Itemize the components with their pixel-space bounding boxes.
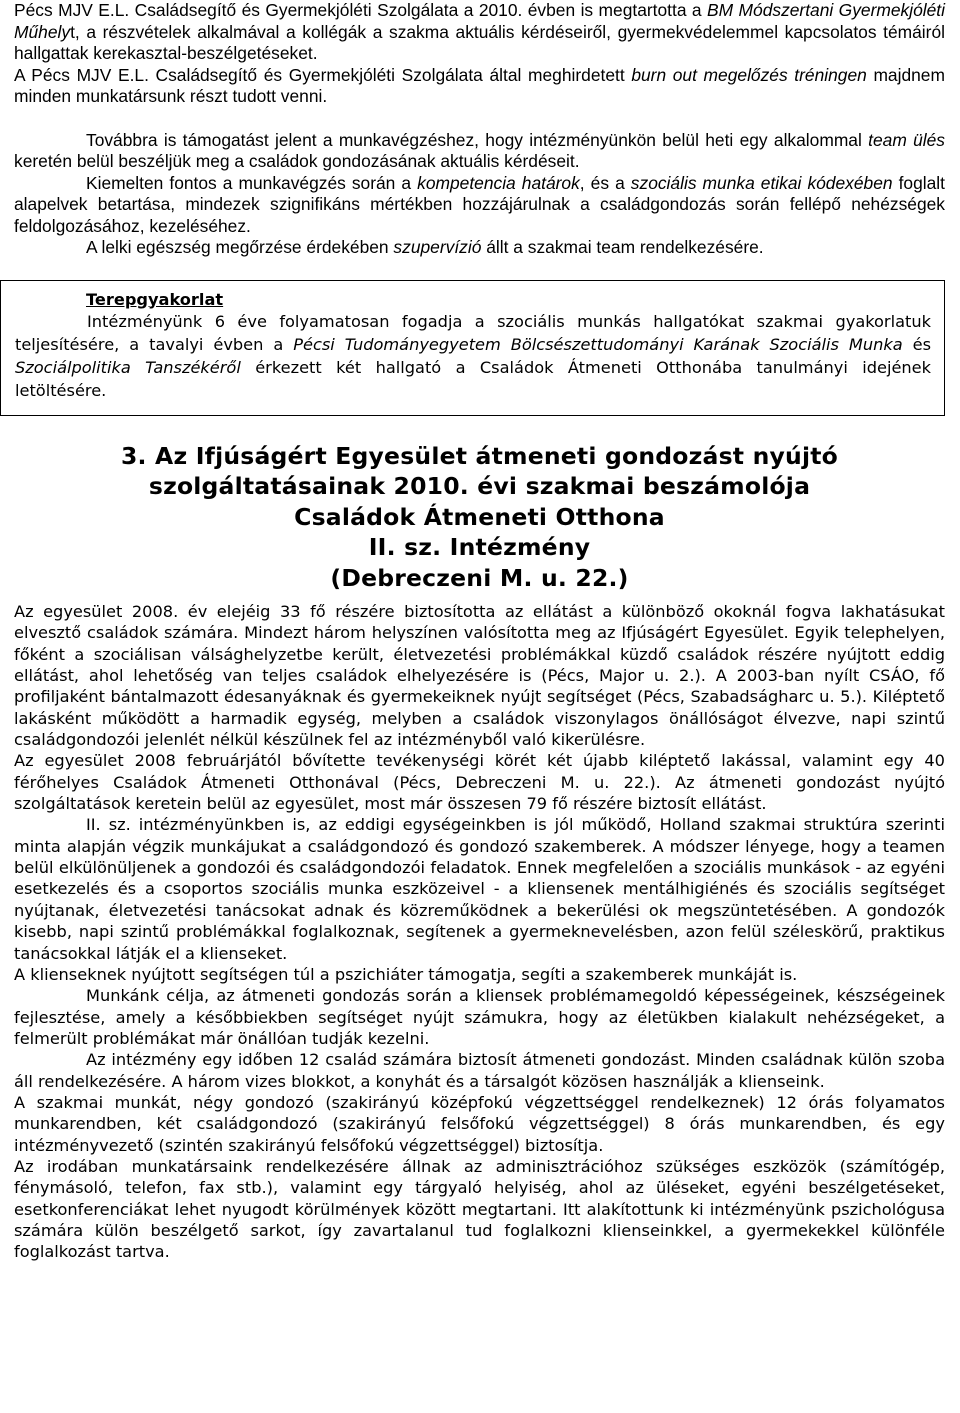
heading-line-2: szolgáltatásainak 2010. évi szakmai beszámolója — [148, 472, 811, 500]
heading-line-4: II. sz. Intézmény — [368, 533, 591, 561]
paragraph-staff: A szakmai munkát, négy gondozó (szakirányú középfokú végzettséggel rendelkeznek) 12 órás folyamatos munkarendben, két családgondozó (szakirányú felsőfokú végzettséggel) 8 órás munkarendben, és egy intézményvezető (szintén szakirányú felsőfokú végzettséggel) biztosítja. — [14, 1092, 945, 1155]
italic-phrase: kompetencia határok — [417, 172, 580, 193]
italic-phrase: BM Módszertani Gyermekjóléti Műhely — [14, 0, 945, 42]
box-title: Terepgyakorlat — [86, 289, 224, 309]
italic-phrase: szupervízió — [393, 237, 482, 257]
document-page — [14, 0, 945, 1263]
italic-phrase: szociális munka etikai kódexében — [630, 172, 893, 193]
heading-line-3: Családok Átmeneti Otthona — [294, 502, 665, 531]
middle-section — [14, 130, 945, 259]
paragraph-bm-workshop: Pécs MJV E.L. Családsegítő és Gyermekjóléti Szolgálata a 2010. évben is megtartotta a BM Módszertani Gyermekjóléti Műhelyt, a részvételek alkalmával a kollégák a szakma aktuális kérdéseiről, gyermekvédelemmel kapcsolatos témáiról hallgattak kerekasztal-beszélgetéseket. — [14, 0, 945, 63]
internship-box — [0, 280, 945, 416]
italic-phrase: Szociálpolitika Tanszékéről — [15, 357, 241, 377]
heading-line-1: 3. Az Ifjúságért Egyesület átmeneti gondozást nyújtó — [121, 441, 838, 470]
italic-phrase: team ülés — [868, 129, 945, 150]
heading-line-5: (Debreczeni M. u. 22.) — [330, 563, 629, 592]
section-heading — [14, 441, 945, 594]
paragraph-burnout-training: A Pécs MJV E.L. Családsegítő és Gyermekjóléti Szolgálata által meghirdetett burn out megelőzés tréningen majdnem minden munkatársunk részt tudott venni. — [14, 64, 945, 106]
paragraph-structure: II. sz. intézményünkben is, az eddigi egységeinkben is jól működő, Holland szakmai struktúra szerinti minta alapján végzik munkájukat a családgondozó és gondozó szakemberek. A módszer lényege, hogy a teamen belül elkülönüljenek a gondozói és családgondozói feladatok. Ennek megfelelően a szociális munkások - az egyéni esetkezelés és a csoportos szociális munka eszközeivel - a kliensenek mentálhigiénés és szociális segítséget nyújtanak, életvezetési tanácsokat adnak és közreműködnek a bekerülési ok megszüntetésében. A gondozók kisebb, napi szintű problémákkal foglalkoznak, segítenek a gyermeknevelésben, azon felül széleskörű, praktikus tanácsokkal látják el a klienseket. — [14, 815, 945, 963]
paragraph-team-meeting: Továbbra is támogatást jelent a munkavégzéshez, hogy intézményünkön belül heti egy alkalommal team ülés keretén belül beszéljük meg a családok gondozásának aktuális kérdéseit. — [14, 129, 945, 171]
paragraph-capacity: Az intézmény egy időben 12 család számára biztosít átmeneti gondozást. Minden családnak külön szoba áll rendelkezésére. A három vizes blokkot, a konyhát és a társalgót közösen használják a klienseink. — [14, 1050, 945, 1091]
paragraph-office: Az irodában munkatársaink rendelkezésére állnak az adminisztrációhoz szükséges eszközök (számítógép, fénymásoló, telefon, fax stb.), valamint egy tárgyaló helyiség, ahol az üléseket, egyéni beszélgetéseket, esetkonferenciákat lehet nyugodt körülmények között megtartani. Itt alakítottunk ki intézményünk pszichológusa számára külön beszélgető sarkot, így zavartalanul tud foglalkozni klienseinkkel, a gyermekekkel különféle foglalkozást tartva. — [14, 1156, 945, 1262]
paragraph-internship: Intézményünk 6 éve folyamatosan fogadja a szociális munkás hallgatókat szakmai gyakorlatuk teljesítésére, a tavalyi évben a Pécsi Tudományegyetem Bölcsészettudományi Karának Szociális Munka és Szociálpolitika Tanszékéről érkezett két hallgató a Családok Átmeneti Otthonába tanulmányi idejének letöltésére. — [15, 311, 932, 400]
paragraph-competence: Kiemelten fontos a munkavégzés során a kompetencia határok, és a szociális munka etikai kódexében foglalt alapelvek betartása, mindezek szignifikáns mértékben hozzájárulnak a családgondozás során fellépő nehézségek feldolgozásához, kezeléséhez. — [14, 172, 945, 236]
top-section — [14, 0, 945, 108]
italic-phrase: burn out megelőzés tréningen — [631, 64, 867, 85]
paragraph-goal: Munkánk célja, az átmeneti gondozás során a kliensek problémamegoldó képességeinek, készségeinek fejlesztése, amely a későbbiekben segítséget nyújt számukra, hogy az életükben kialakult nehézségeket, a felmerült problémákat már önállóan tudják kezelni. — [14, 986, 945, 1048]
report-body — [14, 601, 945, 1263]
italic-phrase: Pécsi Tudományegyetem Bölcsészettudományi Karának Szociális Munka — [293, 334, 903, 354]
paragraph-history: Az egyesület 2008. év elejéig 33 fő részére biztosította az ellátást a különböző okoknál fogva lakhatásukat elvesztő családok számára. Mindezt három helyszínen valósította meg az Ifjúságért Egyesület. Egyik telephelyen, főként a szociálisan válsághelyzetbe került, életvezetési problémákkal küzdő családok részére nyújtott eddig ellátást, ahol lehetőség van teljes családok elhelyezésére is (Pécs, Major u. 2.). A 2003-ban nyílt CSÁO, fő profiljaként bántalmazott édesanyáknak és gyermekeiknek nyújt segítséget (Pécs, Szabadságharc u. 5.). Kiléptető lakásként működött a harmadik egység, melyben a családok viszonylagos önállóságot élvezve, napi szintű családgondozói jelenlét nélkül készülnek fel az intézményből való kikerülésre. — [14, 602, 945, 750]
paragraph-supervision: A lelki egészség megőrzése érdekében szupervízió állt a szakmai team rendelkezésére. — [86, 237, 764, 257]
paragraph-psychiatrist: A klienseknek nyújtott segítségen túl a pszichiáter támogatja, segíti a szakemberek munkáját is. — [14, 964, 798, 984]
paragraph-expansion: Az egyesület 2008 februárjától bővítette tevékenységi körét két újabb kiléptető lakással, valamint egy 40 férőhelyes Családok Átmeneti Otthonával (Pécs, Debreczeni M. u. 22.). Az átmeneti gondozást nyújtó szolgáltatások keretein belül az egyesület, most már összesen 79 fő részére biztosít ellátást. — [14, 751, 945, 814]
